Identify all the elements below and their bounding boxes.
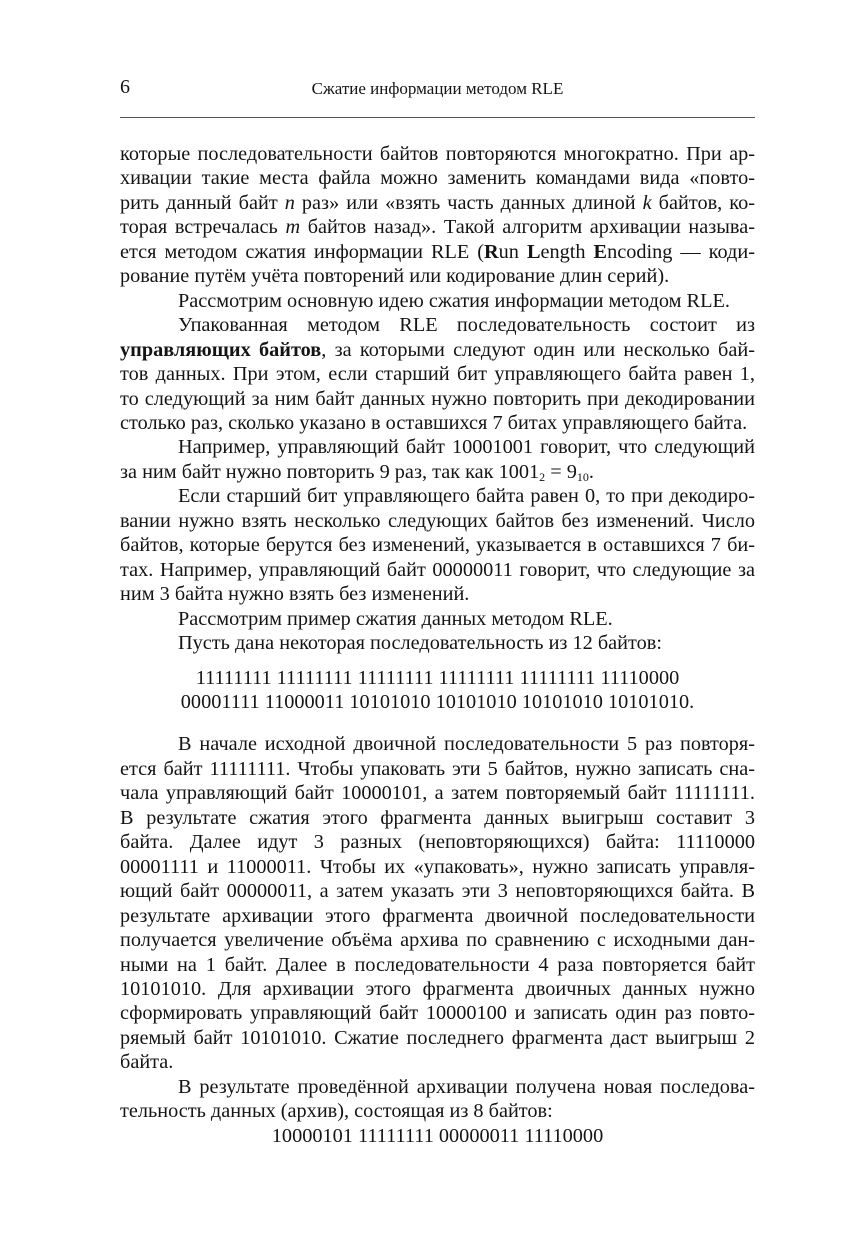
text-line: Рассмотрим основную идею сжатия информации методом RLE. xyxy=(178,289,730,312)
text-run: за ним байт нужно повторить 9 раз, так как 1001 xyxy=(120,460,540,483)
text-line: В результате сжатия этого фрагмента данных выигрыш составит 3 xyxy=(120,806,755,829)
text-line: которые последовательности байтов повторяются многократно. При ар- xyxy=(120,143,755,165)
text-line: 10000101 11111111 00000011 11110000 xyxy=(271,1124,604,1147)
text-line: рование путём учёта повторений или кодирование длин серий). xyxy=(120,265,670,288)
text-line: ним 3 байта нужно взять без изменений. xyxy=(120,583,470,606)
page-body xyxy=(120,142,755,1148)
text-line: сформировать управляющий байт 10000100 и записать один раз повто- xyxy=(120,1002,755,1025)
paragraph xyxy=(120,1075,755,1124)
text-run: 2 xyxy=(539,469,546,484)
paragraph xyxy=(120,607,755,631)
text-line: 10101010. Для архивации этого фрагмента двоичных данных нужно xyxy=(120,977,755,1000)
text-line: ными на 1 байт. Далее в последовательности 4 раза повторяется байт xyxy=(120,953,755,976)
text-line: то следующий за ним байт данных нужно повторить при декодировании xyxy=(120,387,755,410)
text-run: 10 xyxy=(576,469,589,484)
text-line: тов данных. При этом, если старший бит управляющего байта равен 1, xyxy=(120,363,755,386)
text-line: 00001111 11000011 10101010 10101010 10101010 10101010. xyxy=(180,690,695,713)
text-run: рить данный байт xyxy=(120,191,285,214)
byte-sequence xyxy=(120,666,755,715)
text-line: Если старший бит управляющего байта равен 0, то при декодиро- xyxy=(178,485,755,508)
text-line: столько раз, сколько указано в оставшихся 7 битах управляющего байта. xyxy=(120,411,748,434)
text-line: Пусть дана некоторая последовательность из 12 байтов: xyxy=(178,632,662,655)
text-line: байтов, которые берутся без изменений, указывается в оставшихся 7 би- xyxy=(120,534,755,557)
text-run: ется методом сжатия информации RLE ( xyxy=(120,240,484,263)
text-line: В начале исходной двоичной последовательности 5 раз повторя- xyxy=(178,733,755,756)
paragraph xyxy=(120,732,755,1074)
text-run: раз» или «взять часть данных длиной xyxy=(294,191,643,214)
paragraph xyxy=(120,484,755,606)
text-line: ряемый байт 10101010. Сжатие последнего фрагмента даст выигрыш 2 xyxy=(120,1026,755,1049)
text-run: m xyxy=(285,216,301,239)
text-line: В результате проведённой архивации получена новая последова- xyxy=(178,1075,755,1098)
text-line xyxy=(120,191,755,215)
text-run: , за которыми следуют один или несколько бай- xyxy=(321,338,755,361)
byte-sequence xyxy=(120,1124,755,1148)
running-title: Сжатие информации методом RLE xyxy=(311,79,564,98)
paragraph xyxy=(120,142,755,289)
text-line: результате архивации этого фрагмента двоичной последовательности xyxy=(120,904,755,927)
text-line: Например, управляющий байт 10001001 говорит, что следующий xyxy=(178,436,755,459)
text-run: L xyxy=(526,240,541,263)
text-run: ncoding — коди- xyxy=(607,240,755,263)
paragraph xyxy=(120,289,755,313)
text-line: тах. Например, управляющий байт 00000011 говорит, что следующие за xyxy=(120,558,755,581)
text-run: k xyxy=(642,191,652,214)
text-line: ется байт 11111111. Чтобы упаковать эти 5 байтов, нужно записать сна- xyxy=(120,757,755,780)
text-line: вании нужно взять несколько следующих байтов без изменений. Число xyxy=(120,509,755,532)
paragraph xyxy=(120,631,755,655)
text-run: торая встречалась xyxy=(120,216,286,239)
text-line: байта. xyxy=(120,1051,174,1074)
text-run: байтов, ко- xyxy=(651,191,755,214)
text-line: 11111111 11111111 11111111 11111111 11111111 11110000 xyxy=(195,666,680,689)
text-line: Упакованная методом RLE последовательность состоит из xyxy=(178,314,755,337)
text-line: получается увеличение объёма архива по сравнению с исходными дан- xyxy=(120,929,755,952)
text-line xyxy=(120,338,755,362)
text-line xyxy=(120,460,755,484)
text-run: un xyxy=(498,240,527,263)
text-run: управляющих байтов xyxy=(120,338,322,361)
paragraph xyxy=(120,313,755,435)
text-run: . xyxy=(588,460,594,483)
text-line: чала управляющий байт 10000101, а затем повторяемый байт 11111111. xyxy=(120,782,755,805)
text-line: 00001111 и 11000011. Чтобы их «упаковать», нужно записать управля- xyxy=(120,855,755,878)
text-run: n xyxy=(284,191,295,214)
text-run: байтов назад». Такой алгоритм архивации называ- xyxy=(300,216,755,239)
text-run: E xyxy=(593,240,608,263)
text-line: ющий байт 00000011, а затем указать эти 3 неповторяющихся байта. В xyxy=(120,880,755,903)
text-run: R xyxy=(484,240,499,263)
text-line xyxy=(120,240,755,264)
paragraph xyxy=(120,435,755,484)
page-number: 6 xyxy=(120,76,130,98)
header-rule xyxy=(120,117,755,118)
text-run: ength xyxy=(540,240,594,263)
text-run: = 9 xyxy=(545,460,577,483)
text-line: тельность данных (архив), состоящая из 8 байтов: xyxy=(120,1100,553,1123)
text-line xyxy=(120,215,755,239)
text-line: хивации такие места файла можно заменить командами вида «повто- xyxy=(120,167,755,190)
text-line: Рассмотрим пример сжатия данных методом RLE. xyxy=(178,607,613,630)
text-line: байта. Далее идут 3 разных (неповторяющихся) байта: 11110000 xyxy=(120,831,755,854)
